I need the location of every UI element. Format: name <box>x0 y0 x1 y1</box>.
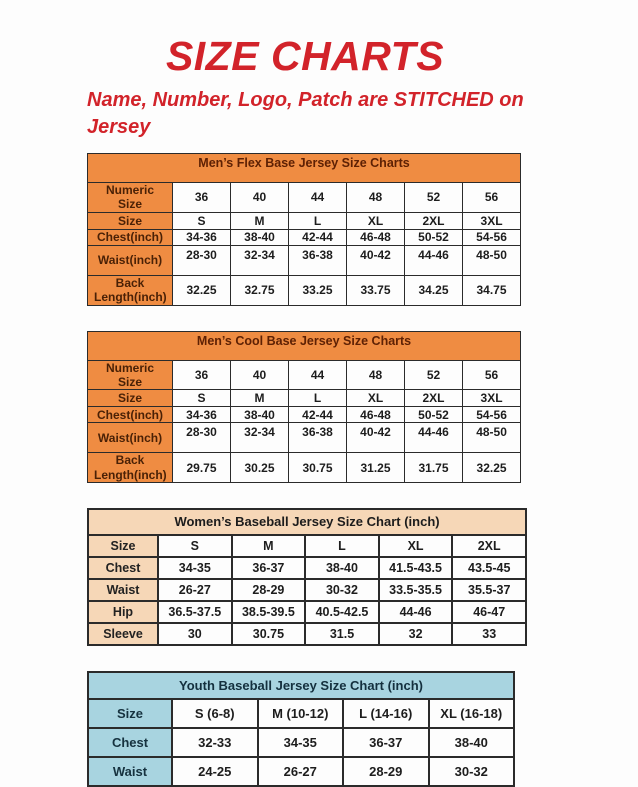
row-label: Size <box>88 390 173 407</box>
cell-value: 31.75 <box>405 453 463 483</box>
table-title-row <box>88 331 521 360</box>
row-label: Size <box>88 699 172 728</box>
cell-value: 2XL <box>452 535 526 557</box>
cell-value: 43.5-45 <box>452 557 526 579</box>
cell-value: S <box>173 390 231 407</box>
cell-value: XL <box>379 535 453 557</box>
table-row <box>88 423 521 453</box>
row-label: Hip <box>88 601 158 623</box>
cell-value: 3XL <box>463 390 521 407</box>
cell-value: 32-33 <box>172 728 258 757</box>
table-row <box>88 623 526 645</box>
cell-value: 42-44 <box>289 407 347 423</box>
page-title: SIZE CHARTS <box>165 33 445 79</box>
cell-value: 44 <box>289 360 347 390</box>
mens-flex-base-size-table <box>87 153 521 306</box>
cell-value: 56 <box>463 183 521 213</box>
table-title: Men’s Flex Base Jersey Size Charts <box>88 154 521 183</box>
cell-value: L (14-16) <box>343 699 429 728</box>
cell-value: 44-46 <box>379 601 453 623</box>
cell-value: 30.75 <box>232 623 306 645</box>
table-title: Men’s Cool Base Jersey Size Charts <box>88 331 521 360</box>
cell-value: 34-36 <box>173 407 231 423</box>
cell-value: 36-38 <box>289 423 347 453</box>
table-title-row <box>88 672 514 699</box>
cell-value: 2XL <box>405 212 463 229</box>
cell-value: 34.25 <box>405 275 463 305</box>
row-label: Numeric Size <box>88 360 173 390</box>
row-label: Numeric Size <box>88 183 173 213</box>
cell-value: 38-40 <box>429 728 515 757</box>
cell-value: M <box>231 212 289 229</box>
cell-value: 56 <box>463 360 521 390</box>
cell-value: 28-29 <box>343 757 429 786</box>
table-row <box>88 275 521 305</box>
cell-value: 50-52 <box>405 407 463 423</box>
cell-value: 44-46 <box>405 245 463 275</box>
cell-value: 26-27 <box>258 757 344 786</box>
womens-jersey-size-table <box>87 508 527 646</box>
cell-value: XL <box>347 212 405 229</box>
row-label: Chest(inch) <box>88 229 173 245</box>
cell-value: 40 <box>231 360 289 390</box>
cell-value: L <box>289 212 347 229</box>
cell-value: 36 <box>173 183 231 213</box>
row-label: Waist <box>88 757 172 786</box>
table-title: Women’s Baseball Jersey Size Chart (inch) <box>88 509 526 535</box>
cell-value: S (6-8) <box>172 699 258 728</box>
cell-value: 44-46 <box>405 423 463 453</box>
table-row <box>88 757 514 786</box>
table-row <box>88 229 521 245</box>
row-label: Chest <box>88 728 172 757</box>
table-row <box>88 579 526 601</box>
table-row <box>88 212 521 229</box>
cell-value: 50-52 <box>405 229 463 245</box>
cell-value: 46-47 <box>452 601 526 623</box>
cell-value: 34-35 <box>158 557 232 579</box>
cell-value: 48 <box>347 183 405 213</box>
cell-value: 24-25 <box>172 757 258 786</box>
table-row <box>88 699 514 728</box>
cell-value: S <box>173 212 231 229</box>
page-subtitle: Name, Number, Logo, Patch are STITCHED on Jersey <box>87 89 524 138</box>
cell-value: 3XL <box>463 212 521 229</box>
cell-value: 36.5-37.5 <box>158 601 232 623</box>
cell-value: 35.5-37 <box>452 579 526 601</box>
table-row <box>88 557 526 579</box>
cell-value: 30.75 <box>289 453 347 483</box>
table-row <box>88 360 521 390</box>
cell-value: XL <box>347 390 405 407</box>
cell-value: 34-36 <box>173 229 231 245</box>
cell-value: 38-40 <box>231 407 289 423</box>
cell-value: 48-50 <box>463 245 521 275</box>
youth-jersey-size-table <box>87 671 515 787</box>
table-row <box>88 183 521 213</box>
cell-value: 41.5-43.5 <box>379 557 453 579</box>
cell-value: 32.25 <box>173 275 231 305</box>
row-label: Sleeve <box>88 623 158 645</box>
table-row <box>88 407 521 423</box>
row-label: Back Length(inch) <box>88 275 173 305</box>
table-title: Youth Baseball Jersey Size Chart (inch) <box>88 672 514 699</box>
cell-value: 38-40 <box>231 229 289 245</box>
cell-value: 40 <box>231 183 289 213</box>
table-row <box>88 453 521 483</box>
cell-value: 32-34 <box>231 423 289 453</box>
cell-value: 38-40 <box>305 557 379 579</box>
cell-value: 40-42 <box>347 423 405 453</box>
cell-value: 32.25 <box>463 453 521 483</box>
cell-value: 52 <box>405 360 463 390</box>
cell-value: 33 <box>452 623 526 645</box>
cell-value: M <box>232 535 306 557</box>
row-label: Waist(inch) <box>88 423 173 453</box>
cell-value: L <box>305 535 379 557</box>
cell-value: 32-34 <box>231 245 289 275</box>
cell-value: 42-44 <box>289 229 347 245</box>
cell-value: 31.25 <box>347 453 405 483</box>
row-label: Size <box>88 535 158 557</box>
cell-value: 30 <box>158 623 232 645</box>
cell-value: 30.25 <box>231 453 289 483</box>
cell-value: 26-27 <box>158 579 232 601</box>
mens-cool-base-size-table <box>87 331 521 484</box>
cell-value: M (10-12) <box>258 699 344 728</box>
row-label: Chest <box>88 557 158 579</box>
cell-value: L <box>289 390 347 407</box>
cell-value: 36 <box>173 360 231 390</box>
cell-value: 28-30 <box>173 245 231 275</box>
table-row <box>88 601 526 623</box>
cell-value: 32.75 <box>231 275 289 305</box>
cell-value: 54-56 <box>463 229 521 245</box>
cell-value: 38.5-39.5 <box>232 601 306 623</box>
cell-value: 34-35 <box>258 728 344 757</box>
cell-value: 31.5 <box>305 623 379 645</box>
cell-value: 33.75 <box>347 275 405 305</box>
cell-value: 28-29 <box>232 579 306 601</box>
row-label: Back Length(inch) <box>88 453 173 483</box>
table-title-row <box>88 509 526 535</box>
cell-value: XL (16-18) <box>429 699 515 728</box>
cell-value: 30-32 <box>305 579 379 601</box>
cell-value: 52 <box>405 183 463 213</box>
cell-value: 36-37 <box>232 557 306 579</box>
cell-value: M <box>231 390 289 407</box>
cell-value: 36-37 <box>343 728 429 757</box>
cell-value: 2XL <box>405 390 463 407</box>
table-title-row <box>88 154 521 183</box>
row-label: Waist(inch) <box>88 245 173 275</box>
cell-value: 33.5-35.5 <box>379 579 453 601</box>
cell-value: 36-38 <box>289 245 347 275</box>
cell-value: 46-48 <box>347 407 405 423</box>
table-row <box>88 390 521 407</box>
cell-value: 48 <box>347 360 405 390</box>
cell-value: 48-50 <box>463 423 521 453</box>
cell-value: 29.75 <box>173 453 231 483</box>
cell-value: 28-30 <box>173 423 231 453</box>
cell-value: 34.75 <box>463 275 521 305</box>
cell-value: 44 <box>289 183 347 213</box>
table-row <box>88 728 514 757</box>
cell-value: 46-48 <box>347 229 405 245</box>
table-row <box>88 535 526 557</box>
cell-value: 33.25 <box>289 275 347 305</box>
cell-value: 54-56 <box>463 407 521 423</box>
row-label: Chest(inch) <box>88 407 173 423</box>
table-row <box>88 245 521 275</box>
cell-value: 32 <box>379 623 453 645</box>
cell-value: 40.5-42.5 <box>305 601 379 623</box>
cell-value: 30-32 <box>429 757 515 786</box>
cell-value: S <box>158 535 232 557</box>
row-label: Waist <box>88 579 158 601</box>
row-label: Size <box>88 212 173 229</box>
cell-value: 40-42 <box>347 245 405 275</box>
